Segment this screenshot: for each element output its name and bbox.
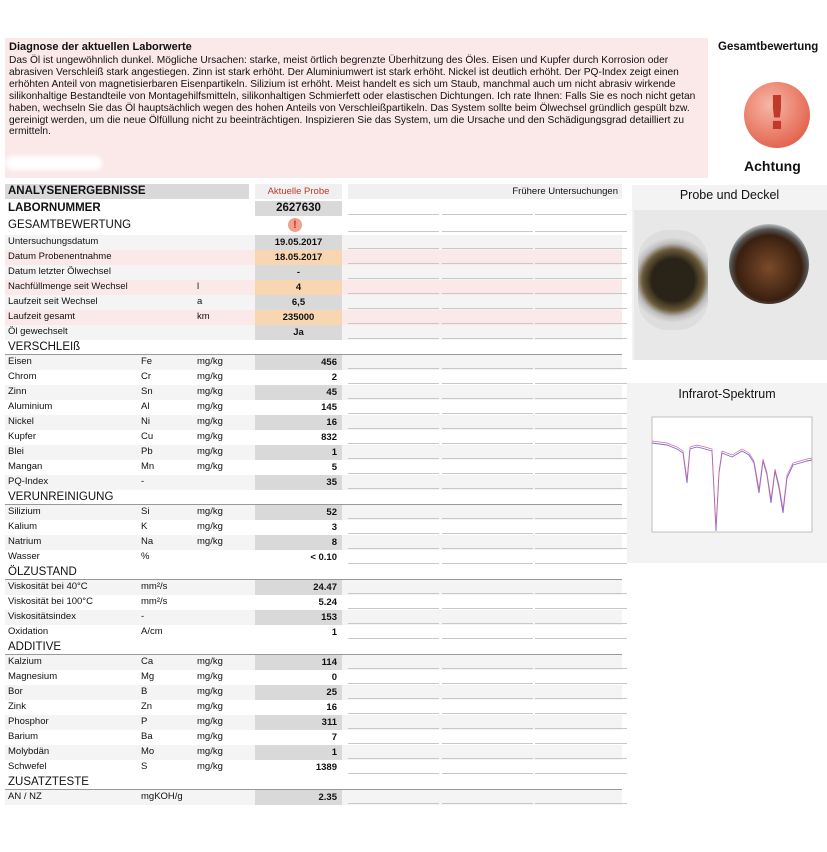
data-row [5, 655, 622, 670]
row-unit: mg/kg [197, 401, 223, 412]
ir-spectrum-title: Infrarot-Spektrum [678, 387, 776, 401]
info-label: Datum letzter Ölwechsel [8, 266, 111, 277]
row-value: 2.35 [255, 790, 342, 805]
row-value: 52 [255, 505, 342, 520]
data-row [5, 430, 622, 445]
overall-rating-label: Achtung [744, 158, 801, 174]
row-value: 145 [321, 402, 337, 413]
row-unit: mg/kg [197, 536, 223, 547]
row-unit: mg/kg [197, 386, 223, 397]
row-symbol: - [141, 476, 145, 487]
data-row [5, 415, 622, 430]
row-symbol: Mg [141, 671, 155, 682]
info-value: - [255, 265, 342, 280]
labnr-value: 2627630 [255, 201, 342, 216]
row-label: Aluminium [8, 401, 53, 412]
table-header-title: ANALYSENERGEBNISSE [8, 185, 146, 197]
row-value: 25 [255, 685, 342, 700]
ir-spectrum-image [637, 413, 817, 553]
info-row [5, 265, 622, 280]
info-row [5, 295, 622, 310]
info-value: 4 [255, 280, 342, 295]
ir-spectrum-panel [627, 383, 827, 563]
row-symbol: A/cm [141, 626, 163, 637]
data-row [5, 355, 622, 370]
info-row [5, 250, 622, 265]
data-row [5, 730, 622, 745]
row-label: Kalzium [8, 656, 42, 667]
row-label: AN / NZ [8, 791, 42, 802]
row-label: Phosphor [8, 716, 49, 727]
data-row [5, 475, 622, 490]
row-label: Magnesium [8, 671, 58, 682]
info-unit: a [197, 296, 203, 307]
row-value: 311 [255, 715, 342, 730]
table-header-previous: Frühere Untersuchungen [348, 184, 622, 199]
row-symbol: Cr [141, 371, 152, 382]
row-label: Silizium [8, 506, 41, 517]
row-value: 35 [255, 475, 342, 490]
row-symbol: Pb [141, 446, 153, 457]
info-label: Laufzeit gesamt [8, 311, 76, 322]
row-symbol: Ni [141, 416, 150, 427]
row-value: < 0.10 [310, 552, 337, 563]
row-unit: mg/kg [197, 446, 223, 457]
data-row [5, 610, 622, 625]
row-value: 45 [255, 385, 342, 400]
data-row [5, 595, 622, 610]
data-row [5, 400, 622, 415]
row-symbol: Mo [141, 746, 155, 757]
data-row [5, 385, 622, 400]
info-value: 18.05.2017 [255, 250, 342, 265]
row-label: Chrom [8, 371, 37, 382]
row-symbol: % [141, 551, 150, 562]
table-header-current: Aktuelle Probe [255, 184, 342, 199]
section-title: ADDITIVE [8, 641, 62, 653]
row-label: Eisen [8, 356, 32, 367]
row-symbol: Si [141, 506, 150, 517]
row-value: 1389 [315, 762, 337, 773]
row-symbol: Cu [141, 431, 154, 442]
data-row [5, 760, 622, 775]
row-symbol: K [141, 521, 148, 532]
data-row [5, 505, 622, 520]
row-symbol: B [141, 686, 148, 697]
data-row [5, 520, 622, 535]
row-symbol: - [141, 611, 145, 622]
row-label: Wasser [8, 551, 40, 562]
labnr-row [5, 201, 622, 216]
row-value: 456 [255, 355, 342, 370]
row-unit: mg/kg [197, 521, 223, 532]
info-label: Untersuchungsdatum [8, 236, 99, 247]
sample-lid-image [729, 224, 809, 304]
row-symbol: mgKOH/g [141, 791, 183, 802]
row-unit: mg/kg [197, 461, 223, 472]
assessment-row [5, 218, 622, 233]
info-row [5, 310, 622, 325]
row-value: 7 [331, 732, 337, 743]
row-symbol: Sn [141, 386, 153, 397]
row-symbol: Zn [141, 701, 153, 712]
diagnosis-text: Das Öl ist ungewöhnlich dunkel. Mögliche Ursachen: starke, meist örtlich begrenzte Überhitzung des Öles. Eisen und Kupfer durch Korrosion oder abrasiven Verschleiß stark angestiegen. Zinn ist stark erhöht. Der Aluminiumwert ist stark erhöht. Nickel ist deutlich erhöht. Der PQ-Index zeigt einen erhöhten Anteil von magnetisierbaren Eisenpartikeln. Silizium ist erhöht. Meist handelt es sich um Staub, manchmal auch um nicht abrasiv wirkende silikonhaltige Bestandteile von Montagehilfsmitteln, silikonhaltigen Schmierfett oder elastischen Dichtungen. Ich rate Ihnen: Falls Sie es noch nicht getan haben, wechseln Sie das Öl hauptsächlich wegen des hohen Anteils von Verschleißpartikeln. Das System sollte beim Ölwechsel gründlich gespült bzw. gereinigt werden, um die neue Ölfüllung nicht zu beeinträchtigen. Inspizieren Sie das System, um die Ursache und den Schädigungsgrad detailliert zu ermitteln. [9, 55, 696, 138]
data-row [5, 445, 622, 460]
data-row [5, 790, 622, 805]
section-header [5, 340, 622, 355]
data-row [5, 715, 622, 730]
row-unit: mg/kg [197, 761, 223, 772]
info-unit: km [197, 311, 210, 322]
row-symbol: Mn [141, 461, 155, 472]
row-label: Zink [8, 701, 26, 712]
row-label: Viskositätsindex [8, 611, 76, 622]
row-label: Schwefel [8, 761, 47, 772]
row-unit: mg/kg [197, 746, 223, 757]
info-row [5, 280, 622, 295]
row-label: Mangan [8, 461, 43, 472]
row-label: Kupfer [8, 431, 36, 442]
row-value: 153 [255, 610, 342, 625]
row-label: Natrium [8, 536, 42, 547]
row-value: 5.24 [318, 597, 337, 608]
warning-icon: ! [744, 82, 810, 148]
row-label: Oxidation [8, 626, 49, 637]
info-label: Datum Probenentnahme [8, 251, 112, 262]
row-label: Viskosität bei 100°C [8, 596, 93, 607]
section-header [5, 565, 622, 580]
section-header [5, 490, 622, 505]
data-row [5, 535, 622, 550]
row-value: 2 [331, 372, 337, 383]
sample-photo [634, 210, 827, 360]
section-header [5, 640, 622, 655]
row-symbol: Al [141, 401, 150, 412]
data-row [5, 370, 622, 385]
row-unit: mg/kg [197, 356, 223, 367]
info-label: Öl gewechselt [8, 326, 68, 337]
row-unit: mg/kg [197, 506, 223, 517]
row-unit: mg/kg [197, 701, 223, 712]
row-symbol: S [141, 761, 148, 772]
data-row [5, 700, 622, 715]
row-label: Zinn [8, 386, 27, 397]
info-unit: l [197, 281, 200, 292]
overall-rating-title: Gesamtbewertung [718, 41, 819, 53]
table-header [5, 184, 249, 199]
row-value: 16 [255, 415, 342, 430]
assessment-label: GESAMTBEWERTUNG [8, 219, 132, 231]
row-value: 8 [255, 535, 342, 550]
row-symbol: Ba [141, 731, 153, 742]
row-symbol: Na [141, 536, 154, 547]
row-label: Nickel [8, 416, 34, 427]
info-value: 19.05.2017 [255, 235, 342, 250]
row-value: 5 [331, 462, 337, 473]
row-unit: mg/kg [197, 416, 223, 427]
info-value: Ja [255, 325, 342, 340]
section-title: VERUNREINIGUNG [8, 491, 114, 503]
section-title: ZUSATZTESTE [8, 776, 89, 788]
row-label: Bor [8, 686, 23, 697]
labnr-label: LABORNUMMER [8, 202, 101, 214]
row-symbol: P [141, 716, 148, 727]
section-title: VERSCHLEIß [8, 341, 81, 353]
row-unit: mg/kg [197, 731, 223, 742]
data-row [5, 685, 622, 700]
row-value: 1 [255, 445, 342, 460]
sample-jar-image [638, 230, 708, 330]
info-row [5, 325, 622, 340]
row-value: 1 [331, 627, 337, 638]
row-symbol: mm²/s [141, 581, 168, 592]
row-unit: mg/kg [197, 431, 223, 442]
data-row [5, 745, 622, 760]
row-unit: mg/kg [197, 671, 223, 682]
row-value: 0 [331, 672, 337, 683]
row-unit: mg/kg [197, 686, 223, 697]
info-label: Laufzeit seit Wechsel [8, 296, 98, 307]
data-row [5, 460, 622, 475]
row-label: PQ-Index [8, 476, 49, 487]
row-label: Molybdän [8, 746, 50, 757]
data-row [5, 550, 622, 565]
info-label: Nachfüllmenge seit Wechsel [8, 281, 128, 292]
diagnosis-panel [5, 38, 708, 178]
row-value: 16 [326, 702, 337, 713]
row-label: Blei [8, 446, 24, 457]
data-row [5, 670, 622, 685]
section-header [5, 775, 622, 790]
row-symbol: mm²/s [141, 596, 168, 607]
row-label: Barium [8, 731, 39, 742]
section-title: ÖLZUSTAND [8, 566, 77, 578]
row-value: 24.47 [255, 580, 342, 595]
data-row [5, 580, 622, 595]
diagnosis-title: Diagnose der aktuellen Laborwerte [9, 41, 192, 53]
overall-rating-panel [710, 38, 827, 178]
row-value: 832 [321, 432, 337, 443]
row-label: Kalium [8, 521, 38, 532]
assessment-warning-icon: ! [288, 218, 302, 232]
row-value: 114 [255, 655, 342, 670]
row-label: Viskosität bei 40°C [8, 581, 88, 592]
row-unit: mg/kg [197, 371, 223, 382]
redacted-area [6, 156, 102, 170]
row-value: 1 [255, 745, 342, 760]
row-symbol: Fe [141, 356, 153, 367]
info-value: 6,5 [255, 295, 342, 310]
sample-photo-title: Probe und Deckel [679, 188, 780, 202]
info-row [5, 235, 622, 250]
row-value: 3 [331, 522, 337, 533]
row-symbol: Ca [141, 656, 154, 667]
info-value: 235000 [255, 310, 342, 325]
sample-photo-panel [632, 185, 827, 360]
data-row [5, 625, 622, 640]
row-unit: mg/kg [197, 716, 223, 727]
row-unit: mg/kg [197, 656, 223, 667]
